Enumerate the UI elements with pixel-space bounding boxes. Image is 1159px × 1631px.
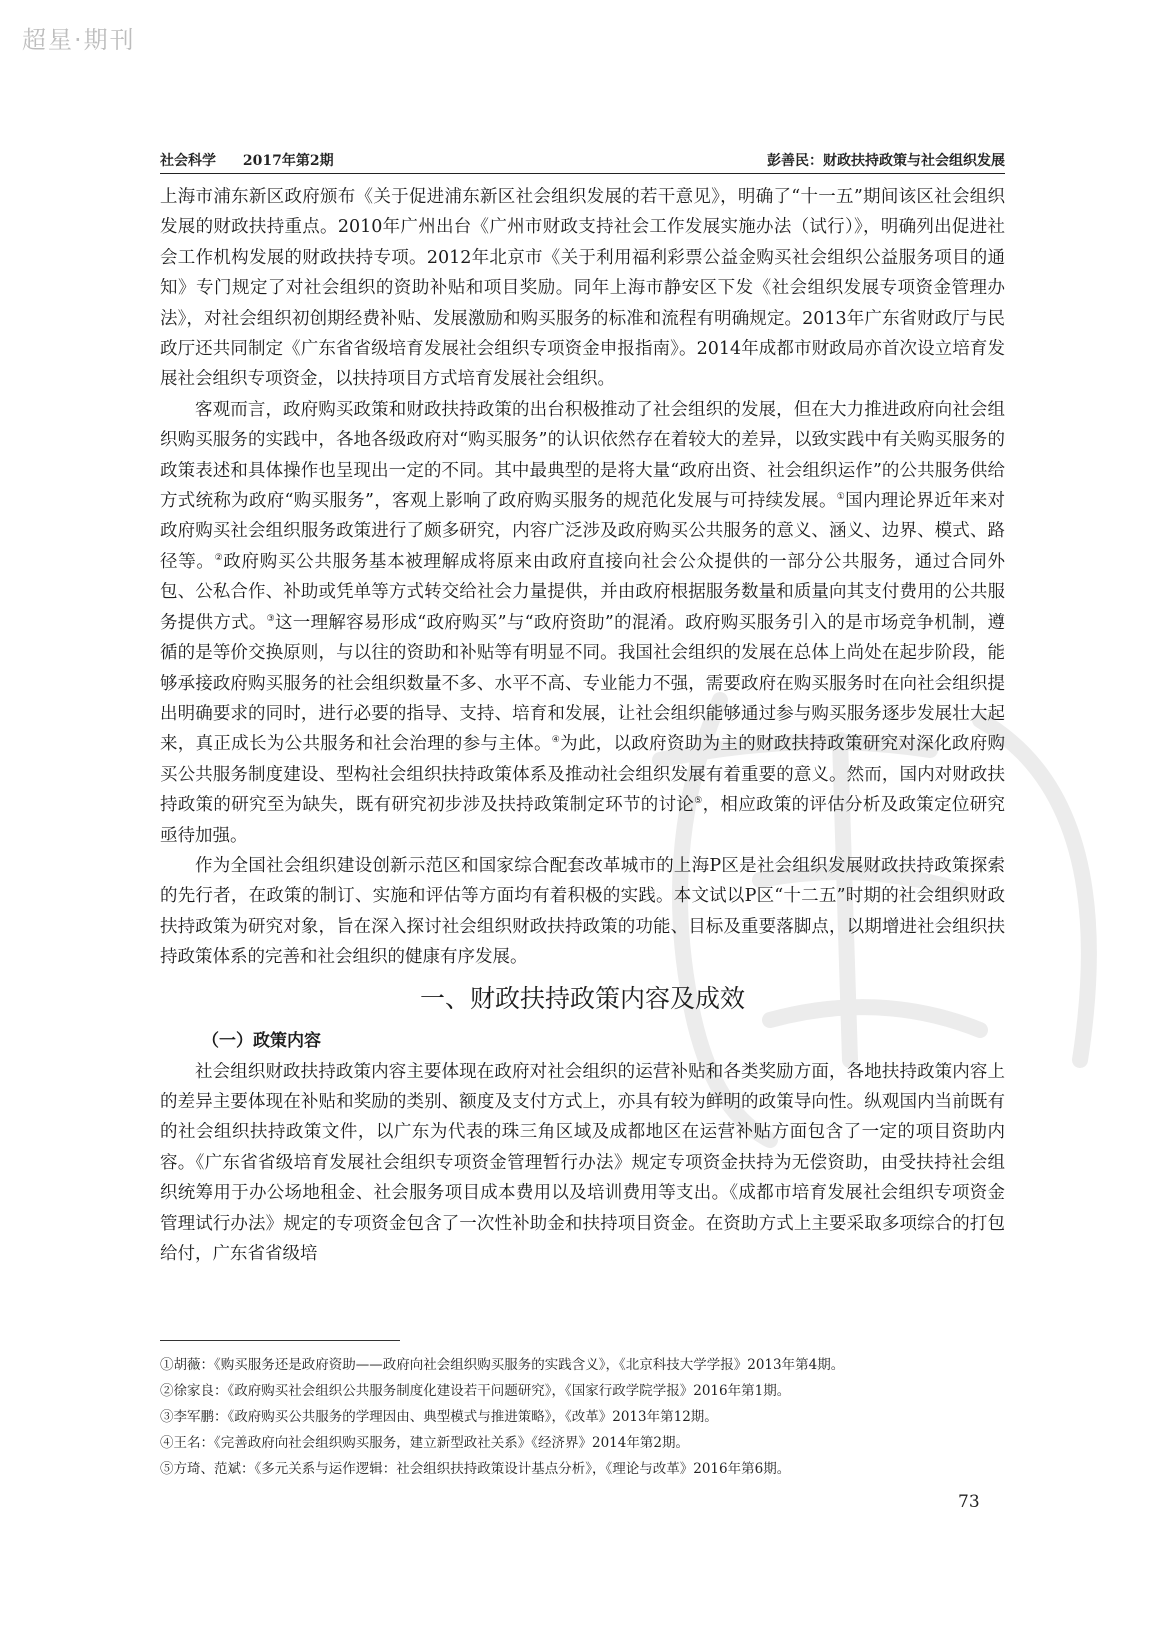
footnote-item: ③李军鹏：《政府购买公共服务的学理因由、典型模式与推进策略》，《改革》2013年第12期。 [160,1409,718,1425]
paragraph-2-seg2: 国内理论界近年来对政府购买社会组织服务政策进行了颇多研究，内容广泛涉及政府购买公共服务的意义、涵义、边界、模式、路径等。 [160,491,1006,572]
watermark-logo: 超星·期刊 [22,26,136,54]
paragraph-2 [160,395,1005,851]
paragraph-3: 作为全国社会组织建设创新示范区和国家综合配套改革城市的上海P区是社会组织发展财政扶持政策探索的先行者，在政策的制订、实施和评估等方面均有着积极的实践。本文试以P区“十二五”时期的社会组织财政扶持政策为研究对象，旨在深入探讨社会组织财政扶持政策的功能、目标及重要落脚点，以期增进社会组织扶持政策体系的完善和社会组织的健康有序发展。 [160,855,1005,968]
running-head-left [160,150,334,170]
paragraph-2-seg1: 客观而言，政府购买政策和财政扶持政策的出台积极推动了社会组织的发展，但在大力推进政府向社会组织购买服务的实践中，各地各级政府对“购买服务”的认识依然存在着较大的差异，以致实践中有关购买服务的政策表述和具体操作也呈现出一定的不同。其中最典型的是将大量“政府出资、社会组织运作”的公共服务供给方式统称为政府“购买服务”，客观上影响了政府购买服务的规范化发展与可持续发展。 [160,399,1005,512]
footnote-ref-1: ① [836,492,846,503]
footnote-ref-5: ⑤ [694,796,703,807]
section-paragraph: 社会组织财政扶持政策内容主要体现在政府对社会组织的运营补贴和各类奖励方面，各地扶持政策内容上的差异主要体现在补贴和奖励的类别、额度及支付方式上，亦具有较为鲜明的政策导向性。纵观国内当前既有的社会组织扶持政策文件，以广东为代表的珠三角区域及成都地区在运营补贴方面包含了一定的项目资助内容。《广东省省级培育发展社会组织专项资金管理暂行办法》规定专项资金扶持为无偿资助，由受扶持社会组织统筹用于办公场地租金、社会服务项目成本费用以及培训费用等支出。《成都市培育发展社会组织专项资金管理试行办法》规定的专项资金包含了一次性补助金和扶持项目资金。在资助方式上主要采取多项综合的打包给付，广东省省级培 [160,1061,1005,1264]
paragraph-2-seg4: 这一理解容易形成“政府购买”与“政府资助”的混淆。政府购买服务引入的是市场竞争机制，遵循的是等价交换原则，与以往的资助和补贴等有明显不同。我国社会组织的发展在总体上尚处在起步阶段，能够承接政府购买服务的社会组织数量不多、水平不高、专业能力不强，需要政府在购买服务时在向社会组织提出明确要求的同时，进行必要的指导、支持、培育和发展，让社会组织能够通过参与购买服务逐步发展壮大起来，真正成长为公共服务和社会治理的参与主体。 [160,612,1005,755]
footnote-ref-3: ③ [266,613,276,624]
footnote-item: ⑤方琦、范斌：《多元关系与运作逻辑：社会组织扶持政策设计基点分析》，《理论与改革》2016年第6期。 [160,1461,791,1477]
footnote-item: ②徐家良：《政府购买社会组织公共服务制度化建设若干问题研究》，《国家行政学院学报》2016年第1期。 [160,1383,791,1399]
running-head [160,150,1005,174]
journal-issue: 2017年第2期 [242,153,334,169]
article-running-title: 彭善民：财政扶持政策与社会组织发展 [767,153,1005,169]
paragraph-2-seg3: 政府购买公共服务基本被理解成将原来由政府直接向社会公众提供的一部分公共服务，通过合同外包、公私合作、补助或凭单等方式转交给社会力量提供，并由政府根据服务数量和质量向其支付费用的公共服务提供方式。 [160,551,1006,633]
article-body [160,182,1005,1269]
footnote-ref-4: ④ [551,735,561,746]
paragraph-2-seg5: 为此，以政府资助为主的财政扶持政策研究对深化政府购买公共服务制度建设、型构社会组织扶持政策体系及推动社会组织发展有着重要的意义。然而，国内对财政扶持政策的研究至为缺失，既有研究初步涉及扶持政策制定环节的讨论 [160,734,1006,816]
section-heading: 一、财政扶持政策内容及成效 [419,983,745,1013]
subheading: （一）政策内容 [202,1030,321,1051]
footnote-ref-2: ② [214,552,224,563]
footnote-divider [160,1340,400,1341]
journal-name: 社会科学 [160,153,216,169]
footnote-item: ①胡薇：《购买服务还是政府资助——政府向社会组织购买服务的实践含义》，《北京科技大学学报》2013年第4期。 [160,1357,845,1373]
page-number: 73 [958,1492,980,1512]
footnote-item: ④王名：《完善政府向社会组织购买服务，建立新型政社关系》《经济界》2014年第2期。 [160,1435,689,1451]
paragraph-1: 上海市浦东新区政府颁布《关于促进浦东新区社会组织发展的若干意见》，明确了“十一五”期间该区社会组织发展的财政扶持重点。2010年广州出台《广州市财政支持社会工作发展实施办法（试行）》，明确列出促进社会工作机构发展的财政扶持专项。2012年北京市《关于利用福利彩票公益金购买社会组织公益服务项目的通知》专门规定了对社会组织的资助补贴和项目奖励。同年上海市静安区下发《社会组织发展专项资金管理办法》，对社会组织初创期经费补贴、发展激励和购买服务的标准和流程有明确规定。2013年广东省财政厅与民政厅还共同制定《广东省省级培育发展社会组织专项资金申报指南》。2014年成都市财政局亦首次设立培育发展社会组织专项资金，以扶持项目方式培育发展社会组织。 [160,187,1005,390]
footnotes [160,1352,1005,1482]
paragraph-2-seg6: ，相应政策的评估分析及政策定位研究亟待加强。 [160,795,1006,846]
